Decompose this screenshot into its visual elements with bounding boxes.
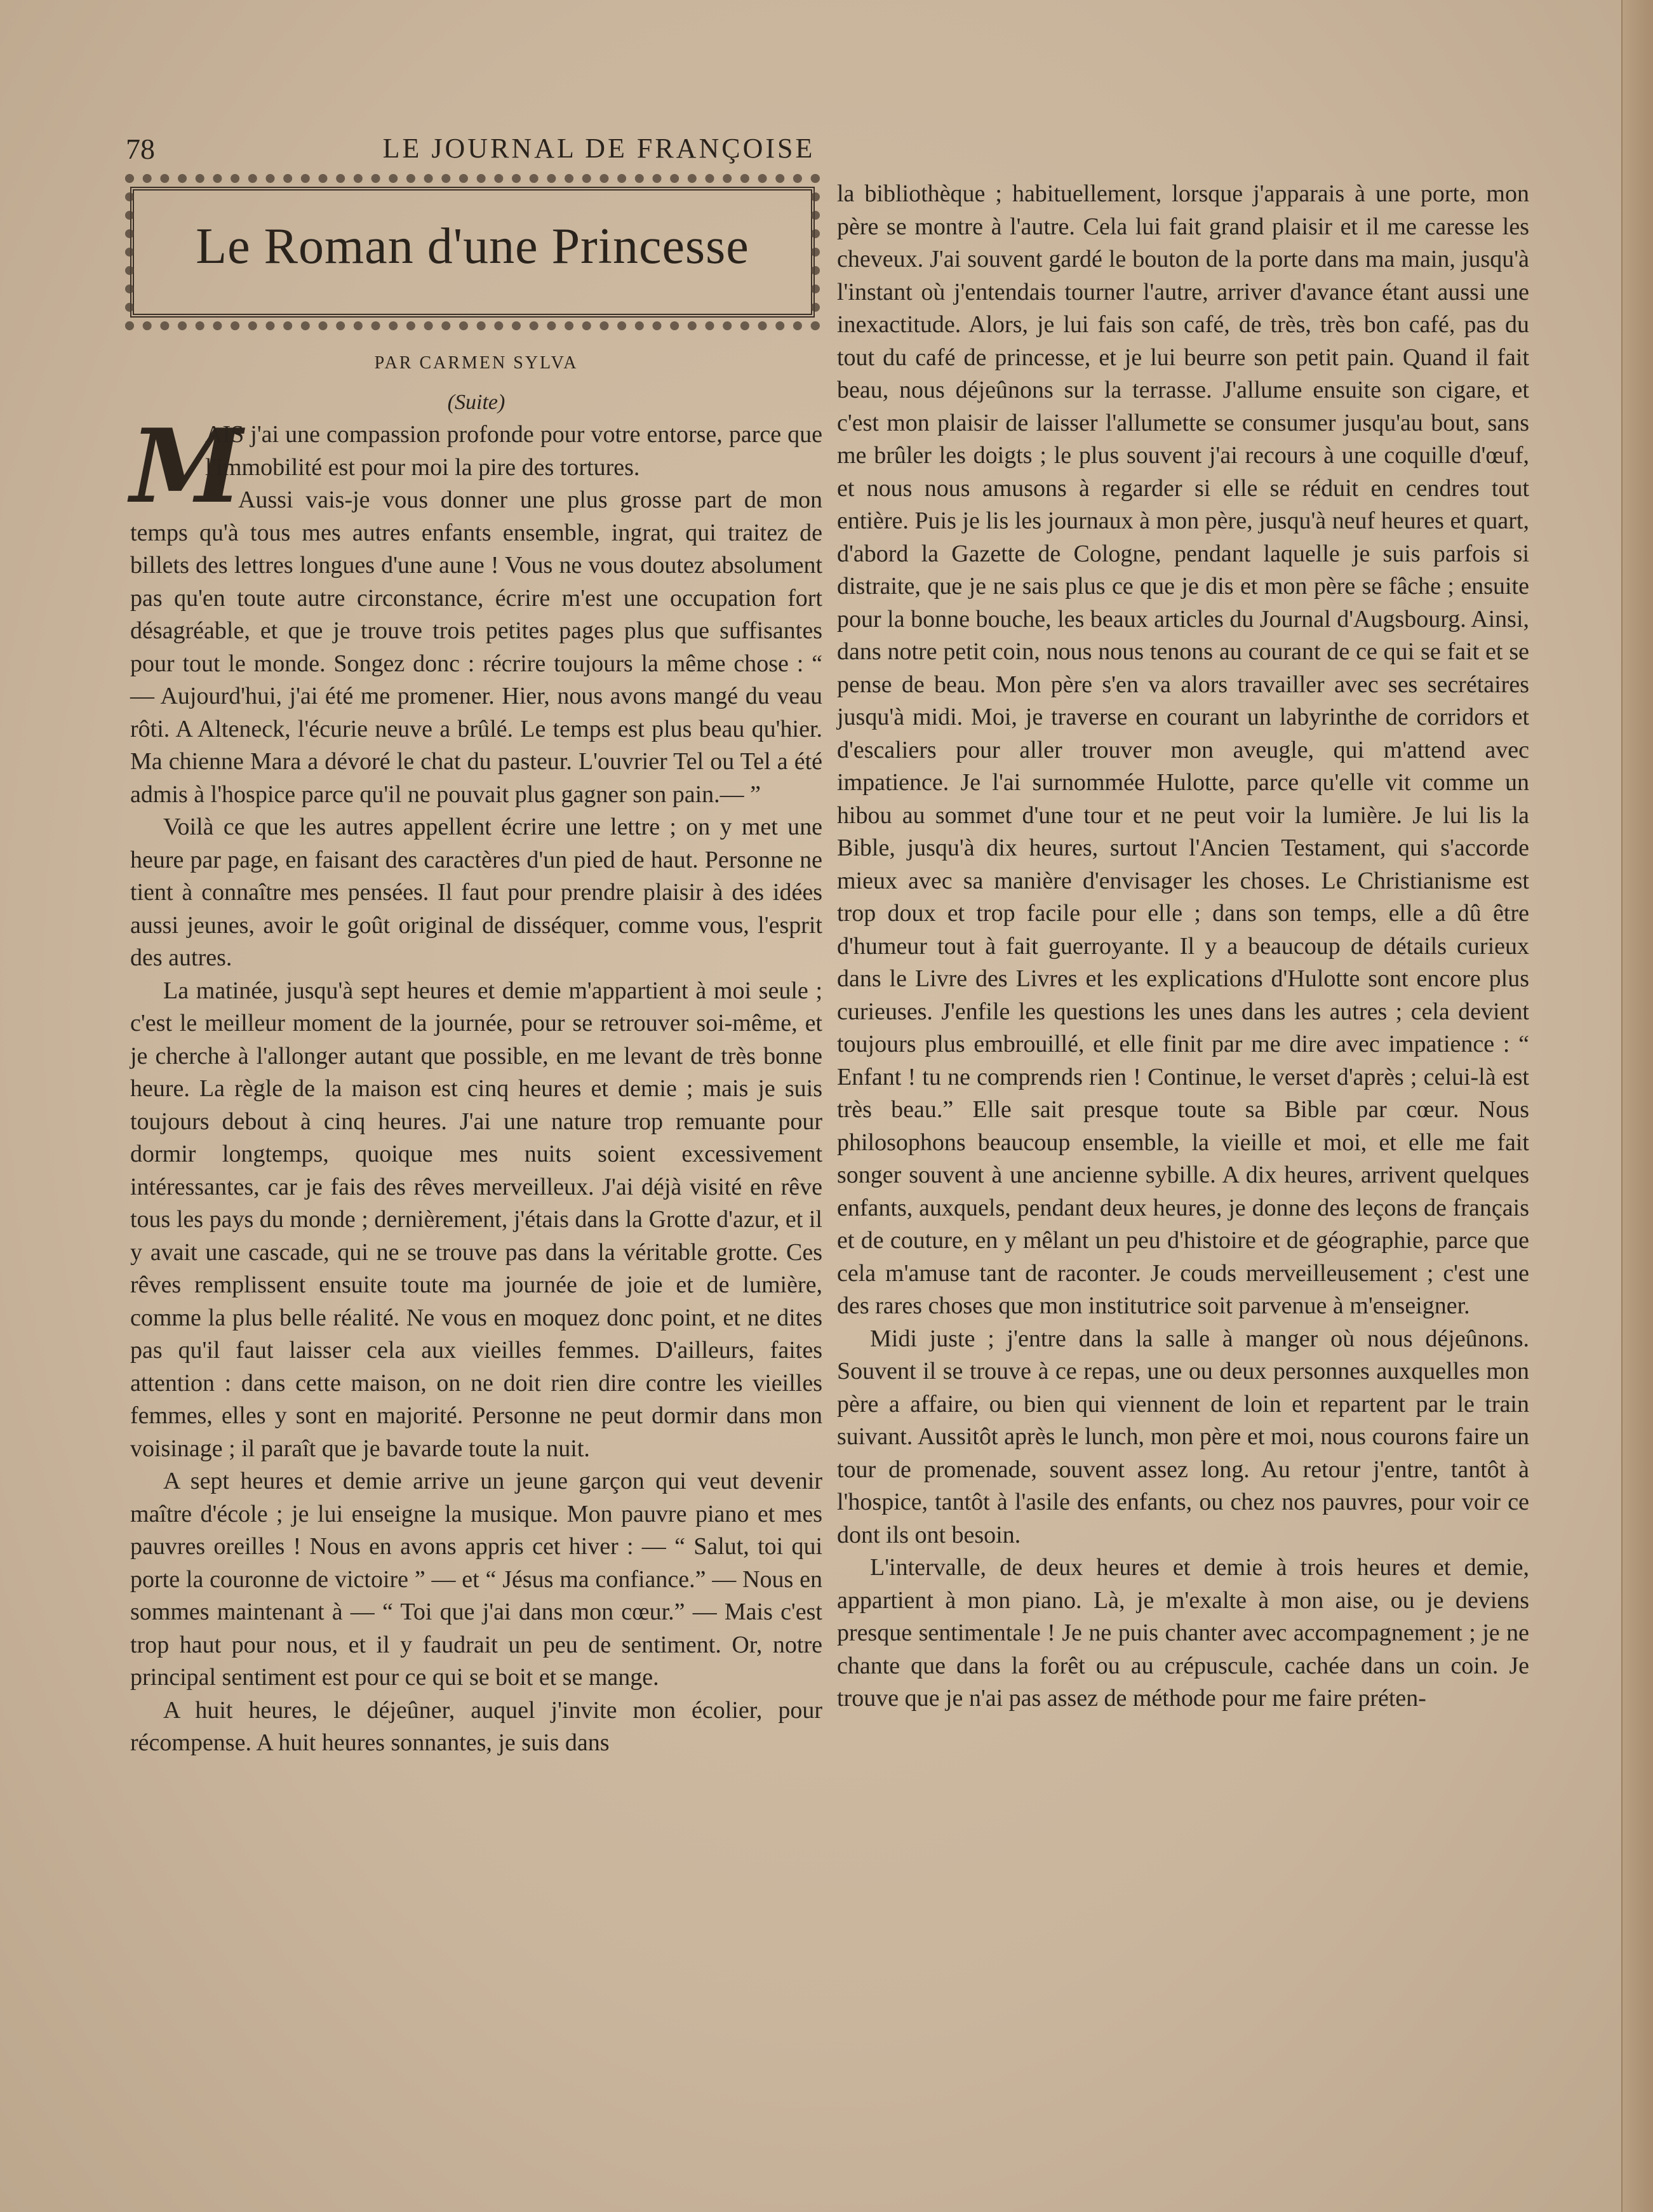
paragraph: A huit heures, le déjeûner, auquel j'invite mon écolier, pour récompense. A huit heures sonnantes, je suis dans (130, 1696, 822, 1756)
running-header (126, 132, 1072, 177)
page-number: 78 (126, 133, 155, 165)
paragraph: A sept heures et demie arrive un jeune garçon qui veut devenir maître d'école ; je lui enseigne la musique. Mon pauvre piano et mes pauvres oreilles ! Nous en avons appris cet hiver : — “ Salut, toi qui porte la couronne de victoire ” — et “ Jésus ma confiance.” — Nous en sommes maintenant à — “ Toi que j'ai dans mon cœur.” — Mais c'est trop haut pour nous, et il y faudrait un peu de sentiment. Or, notre principal sentiment est pour ce qui se boit et se mange. (130, 1468, 822, 1691)
page-edge (1621, 0, 1653, 2212)
byline: PAR CARMEN SYLVA (374, 353, 579, 373)
paragraph: Voilà ce que les autres appellent écrire une lettre ; on y met une heure par page, en faisant des caractères d'un pied de haut. Personne ne tient à connaître mes pensées. Il faut pour prendre plaisir à des idées aussi jeunes, avoir le goût original de disséquer, comme vous, l'esprit des autres. (130, 814, 822, 971)
first-paragraph-text: AIS j'ai une compassion profonde pour votre entorse, parce que l'immobilité est pour moi la pire des tortures. (205, 421, 822, 481)
paragraph: L'intervalle, de deux heures et demie à trois heures et demie, appartient à mon piano. Là, je m'exalte à mon aise, ou je deviens presque sentimentale ! Je ne puis chanter avec accompagnement ; je ne chante que dans la forêt ou au crépuscule, cachée dans un coin. Je trouve que je n'ai pas assez de méthode pour me faire préten- (837, 1554, 1529, 1712)
suite-label: (Suite) (447, 390, 505, 414)
right-column (837, 178, 1529, 1715)
first-paragraph (130, 406, 822, 526)
paragraph: La matinée, jusqu'à sept heures et demie m'appartient à moi seule ; c'est le meilleur moment de la journée, pour se retrouver soi-même, et je cherche à l'allonger autant que possible, en me levant de très bonne heure. La règle de la maison est cinq heures et demie ; mais je suis toujours debout à cinq heures. J'ai une nature trop remuante pour dormir longtemps, quoique mes nuits soient excessivement intéressantes, car je fais des rêves merveilleux. J'ai déjà visité en rêve tous les pays du monde ; dernièrement, j'étais dans la Grotte d'azur, et il y avait une cascade, qui ne se trouve pas dans la véritable grotte. Ces rêves remplissent ensuite toute ma journée de joie et de lumière, comme la plus belle réalité. Ne vous en moquez donc point, et ne dites pas qu'il faut laisser cela aux vieilles femmes. D'ailleurs, faites attention : dans cette maison, on ne doit rien dire contre les vieilles femmes, elles y sont en majorité. Personne ne peut dormir dans mon voisinage ; il paraît que je bavarde toute la nuit. (130, 977, 822, 1462)
left-column (130, 183, 822, 1760)
paragraph: Midi juste ; j'entre dans la salle à manger où nous déjeûnons. Souvent il se trouve à ce repas, une ou deux personnes auxquelles mon père a affaire, ou bien qui viennent de loin et repartent par le train suivant. Aussitôt après le lunch, mon père et moi, nous courons faire un tour de promenade, souvent assez long. Au retour j'entre, tantôt à l'hospice, tantôt à l'asile des enfants, ou chez nos pauvres, pour voir ce dont ils ont besoin. (837, 1325, 1529, 1548)
paragraph: Aussi vais-je vous donner une plus grosse part de mon temps qu'à tous mes autres enfants ensemble, ingrat, qui traitez de billets des lettres longues d'une aune ! Vous ne vous doutez absolument pas qu'en toute autre circonstance, écrire m'est une occupation fort désagréable, et que je trouve trois petites pages plus que suffisantes pour tout le monde. Songez donc : récrire toujours la même chose : “ — Aujourd'hui, j'ai été me promener. Hier, nous avons mangé du veau rôti. A Alteneck, l'écurie neuve a brûlé. Le temps est plus beau qu'hier. Ma chienne Mara a dévoré le chat du pasteur. L'ouvrier Tel ou Tel a été admis à l'hospice parce qu'il ne pouvait plus gagner son pain.— ” (130, 486, 822, 808)
title-frame (130, 187, 815, 318)
article-title: Le Roman d'une Princesse (196, 218, 749, 274)
drop-cap: M (130, 406, 243, 526)
running-title: LE JOURNAL DE FRANÇOISE (382, 133, 815, 164)
paragraph-continued: la bibliothèque ; habituellement, lorsque j'apparais à une porte, mon père se montre à l'autre. Cela lui fait grand plaisir et il me caresse les cheveux. J'ai souvent gardé le bouton de la porte dans ma main, jusqu'à l'instant où j'entendais tourner l'autre, arriver d'avance étant aussi une inexactitude. Alors, je lui fais son café, de très, très bon café, pas du tout du café de princesse, et je lui beurre son petit pain. Quand il fait beau, nous déjeûnons sur la terrasse. J'allume ensuite son cigare, et c'est mon plaisir de laisser l'allumette se consumer jusqu'au bout, sans me brûler les doigts ; le plus souvent j'ai recours à une coquille d'œuf, et nous nous amusons à regarder si elle se réduit en cendres tout entière. Puis je lis les journaux à mon père, jusqu'à neuf heures et quart, d'abord la Gazette de Cologne, pendant laquelle je suis parfois si distraite, que je ne sais plus ce que je dis et mon père se fâche ; ensuite pour la bonne bouche, les beaux articles du Journal d'Augsbourg. Ainsi, dans notre petit coin, nous nous tenons au courant de ce qui se fait et se pense de beau. Mon père s'en va alors travailler avec ses secrétaires jusqu'à midi. Moi, je traverse en courant un labyrinthe de corridors et d'escaliers pour aller trouver mon aveugle, qui m'attend avec impatience. Je l'ai surnommée Hulotte, parce qu'elle vit comme un hibou au sommet d'une tour et ne peut voir la lumière. Je lui lis la Bible, jusqu'à dix heures, surtout l'Ancien Testament, qui s'accorde mieux avec sa manière d'envisager les choses. Le Christianisme est trop doux et trop facile pour elle ; dans son temps, elle a dû être d'humeur tout à fait guerroyante. Il y a beaucoup de détails curieux dans le Livre des Livres et les explications d'Hulotte sont encore plus curieuses. J'enfile les questions les unes dans les autres ; cela devient toujours plus embrouillé, et elle finit par me dire avec impatience : “ Enfant ! tu ne comprends rien ! Continue, le verset d'après ; celui-là est très beau.” Elle sait presque toute sa Bible par cœur. Nous philosophons beaucoup ensemble, la vieille et moi, et elle me fait songer souvent à une ancienne sybille. A dix heures, arrivent quelques enfants, auxquels, pendant deux heures, je donne des leçons de français et de couture, en y mêlant un peu d'histoire et de géographie, parce que cela m'amuse tant de raconter. Je couds merveilleusement ; c'est une des rares choses que mon institutrice soit parvenue à m'enseigner. (837, 180, 1529, 1319)
